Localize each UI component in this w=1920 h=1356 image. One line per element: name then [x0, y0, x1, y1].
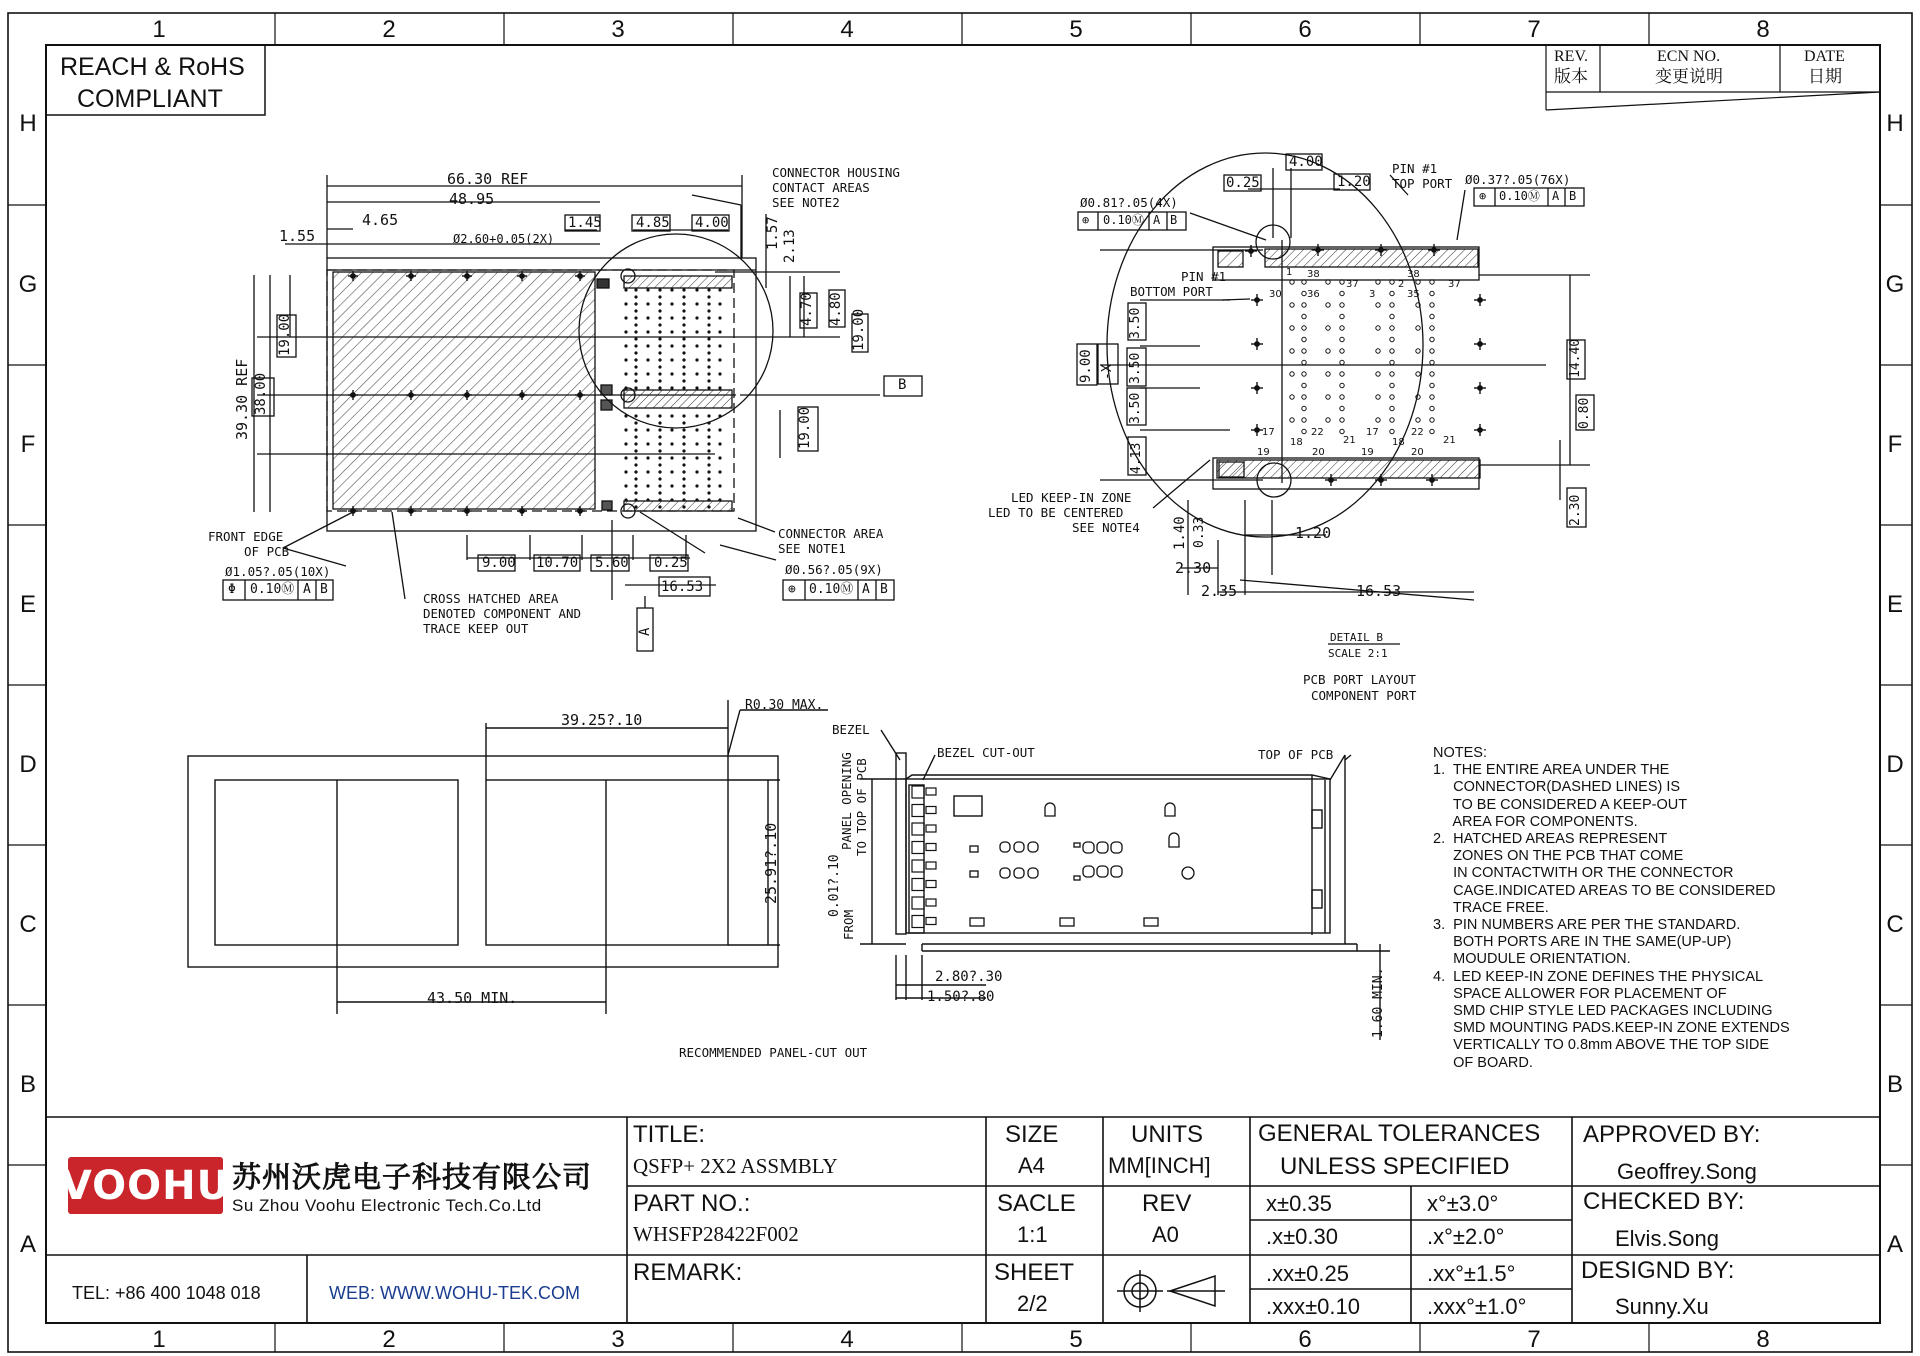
zone-col-bottom-3: 3	[611, 1326, 625, 1353]
side-vertical-2: TO TOP OF PCB	[854, 758, 869, 856]
detail-dim-0-25: 0.25	[1226, 175, 1260, 191]
cross-hatch-2: DENOTED COMPONENT AND	[423, 606, 582, 621]
zone-col-top-6: 6	[1298, 16, 1312, 43]
zone-row-left-g: G	[18, 271, 38, 298]
pin-label: 20	[1312, 447, 1325, 458]
zone-col-top-8: 8	[1756, 16, 1770, 43]
dim-4-00: 4.00	[695, 215, 729, 231]
led-tab	[926, 788, 936, 795]
detail-dim-1-20-top: 1.20	[1337, 174, 1371, 190]
dim-4-85: 4.85	[636, 215, 670, 231]
checked-by-value: Elvis.Song	[1615, 1226, 1719, 1251]
detail-hole-76x: Ø0.37?.05(76X)	[1465, 172, 1571, 187]
led-zone-2: LED TO BE CENTERED	[988, 505, 1124, 520]
designed-by-label: DESIGND BY:	[1581, 1257, 1735, 1284]
detail-dim-2-30-bottom: 2.30	[1175, 559, 1212, 577]
zone-col-top-1: 1	[152, 16, 166, 43]
hole-callout-9x: Ø0.56?.05(9X)	[785, 562, 883, 577]
sheet-label: SHEET	[994, 1259, 1075, 1286]
front-edge-2: OF PCB	[244, 544, 290, 559]
detail-dim-3-50-a: 3.50	[1128, 307, 1143, 339]
dim-1-55: 1.55	[279, 227, 316, 245]
tolerance-title-1: GENERAL TOLERANCES	[1258, 1120, 1541, 1147]
sheet-value: 2/2	[1017, 1291, 1048, 1316]
zone-col-top-5: 5	[1069, 16, 1083, 43]
zone-row-right-b: B	[1886, 1071, 1904, 1098]
panel-dim-25-91: 25.91?.10	[762, 822, 780, 904]
size-value: A4	[1018, 1153, 1045, 1178]
scale-value: 1:1	[1017, 1222, 1048, 1247]
dim-1-57: 1.57	[765, 216, 781, 250]
connector-area-1: CONNECTOR AREA	[778, 526, 884, 541]
panel-dim-r0-30: R0.30 MAX.	[745, 698, 824, 713]
x-datum-tag: -X-	[1100, 356, 1115, 380]
pin-label: 36	[1307, 289, 1320, 300]
detail-fcf-4x-symbol: ⊕	[1082, 213, 1090, 227]
pin-label: 38	[1407, 269, 1420, 280]
connector-area-2: SEE NOTE1	[778, 541, 846, 556]
designed-by-value: Sunny.Xu	[1615, 1294, 1709, 1319]
tolerance-linear-3: .xxx±0.10	[1266, 1294, 1361, 1319]
company-logo: VOOHU	[68, 1157, 223, 1214]
detail-fcf-4x-b: B	[1170, 213, 1178, 227]
dim-10-70: 10.70	[536, 555, 579, 571]
detail-dim-0-80: 0.80	[1577, 397, 1592, 429]
zone-col-bottom-8: 8	[1756, 1326, 1770, 1353]
panel-dim-43-50: 43.50 MIN.	[427, 989, 518, 1007]
dim-9-00: 9.00	[482, 555, 516, 571]
pin-label: 17	[1262, 427, 1275, 438]
pin-label: 19	[1361, 447, 1374, 458]
panel-caption: RECOMMENDED PANEL-CUT OUT	[679, 1045, 868, 1060]
datum-a-tag: A	[637, 627, 653, 636]
notes-block	[1433, 745, 1790, 1072]
note-2: 2. HATCHED AREAS REPRESENT ZONES ON THE PCB THAT COME IN CONTACTWITH OR THE CONNECTOR CAGE.INDICATED AREAS TO BE CONSIDERED TRACE FREE.	[1433, 831, 1776, 916]
zone-row-right-e: E	[1886, 591, 1904, 618]
led-light-pipe	[912, 897, 924, 909]
detail-dim-2-35: 2.35	[1201, 582, 1238, 600]
housing-note-2: CONTACT AREAS	[772, 180, 870, 195]
zone-row-left-a: A	[19, 1231, 37, 1258]
tolerance-linear-0: x±0.35	[1266, 1191, 1332, 1216]
led-light-pipe	[912, 842, 924, 854]
dim-48-95: 48.95	[449, 190, 495, 208]
side-dim-1-60-min: 1.60 MIN.	[1371, 967, 1386, 1038]
cross-hatch-3: TRACE KEEP OUT	[423, 621, 529, 636]
housing-note-3: SEE NOTE2	[772, 195, 840, 210]
led-tab	[926, 825, 936, 832]
led-light-pipe	[912, 823, 924, 835]
website: WEB: WWW.WOHU-TEK.COM	[329, 1283, 580, 1303]
pin-label: 3	[1369, 289, 1376, 300]
pin-label: 1	[1286, 267, 1293, 278]
approved-by-value: Geoffrey.Song	[1617, 1159, 1757, 1184]
zone-row-left-e: E	[19, 591, 37, 618]
side-label-bezel-cutout: BEZEL CUT-OUT	[937, 745, 1035, 760]
side-vertical-1: PANEL OPENING	[839, 752, 854, 850]
rev-header-cn: 版本	[1554, 67, 1588, 86]
projection-symbol-icon	[1108, 1262, 1109, 1263]
detail-fcf-76x-tol: 0.10Ⓜ	[1499, 189, 1540, 203]
dim-19-00-left: 19.00	[277, 313, 293, 356]
panel-dim-39-25: 39.25?.10	[561, 711, 643, 729]
zone-col-top-4: 4	[840, 16, 854, 43]
zone-col-bottom-1: 1	[152, 1326, 166, 1353]
pin-label: 22	[1311, 427, 1324, 438]
rev-value: A0	[1152, 1222, 1179, 1247]
side-dim-2-80: 2.80?.30	[935, 969, 1003, 985]
pin-label: 22	[1411, 427, 1424, 438]
detail-dim-4-00: 4.00	[1289, 154, 1323, 170]
units-label: UNITS	[1131, 1121, 1203, 1148]
zone-col-top-3: 3	[611, 16, 625, 43]
tolerance-linear-2: .xx±0.25	[1266, 1261, 1350, 1286]
fcf-10x-a: A	[303, 582, 311, 597]
company-name-cn: 苏州沃虎电子科技有限公司	[232, 1162, 593, 1194]
tolerance-angular-0: x°±3.0°	[1427, 1191, 1499, 1216]
checked-by-label: CHECKED BY:	[1583, 1188, 1745, 1215]
approved-by-label: APPROVED BY:	[1583, 1121, 1761, 1148]
pin-label: 2	[1398, 279, 1405, 290]
notes-title: NOTES:	[1433, 745, 1487, 761]
dim-4-70: 4.70	[799, 292, 815, 326]
pin-label: 35	[1407, 289, 1420, 300]
compliance-line-2: COMPLIANT	[77, 85, 223, 113]
part-no-value: WHSFP28422F002	[633, 1222, 799, 1246]
side-label-top-of-pcb: TOP OF PCB	[1258, 747, 1334, 762]
led-light-pipe	[912, 916, 924, 928]
scale-label: SACLE	[997, 1190, 1076, 1217]
detail-b-caption-2: COMPONENT PORT	[1311, 688, 1417, 703]
pin-label: 38	[1307, 269, 1320, 280]
part-no-label: PART NO.:	[633, 1190, 751, 1217]
led-tab	[926, 844, 936, 851]
dim-19-00-lower: 19.00	[797, 406, 813, 449]
compliance-line-1: REACH & RoHS	[60, 53, 245, 81]
led-tab	[926, 918, 936, 925]
zone-row-left-c: C	[19, 911, 37, 938]
pin1-top-2: TOP PORT	[1392, 176, 1453, 191]
led-tab	[926, 899, 936, 906]
note-4: 4. LED KEEP-IN ZONE DEFINES THE PHYSICAL SPACE ALLOWER FOR PLACEMENT OF SMD CHIP STYLE LED PACKAGES INCLUDING SMD MOUNTING PADS.KEEP-IN ZONE EXTENDS VERTICALLY TO 0.8mm ABOVE THE TOP SIDE OF BOARD.	[1433, 968, 1790, 1071]
dim-38-00: 38.00	[253, 372, 269, 415]
fcf-10x-b: B	[320, 582, 328, 597]
detail-dim-4-13: 4.13	[1129, 442, 1144, 474]
zone-col-bottom-2: 2	[382, 1326, 396, 1353]
pin1-bottom-2: BOTTOM PORT	[1130, 284, 1213, 299]
detail-dim-9-00: 9.00	[1078, 349, 1094, 383]
date-header-cn: 日期	[1808, 67, 1842, 86]
led-light-pipe	[912, 786, 924, 798]
led-zone-3: SEE NOTE4	[1072, 520, 1140, 535]
zone-col-bottom-4: 4	[840, 1326, 854, 1353]
zone-row-left-b: B	[19, 1071, 37, 1098]
front-edge-1: FRONT EDGE	[208, 529, 284, 544]
ecn-header-cn: 变更说明	[1655, 67, 1723, 86]
side-dim-0-01: 0.01?.10	[827, 854, 842, 917]
zone-col-top-2: 2	[382, 16, 396, 43]
zone-col-bottom-7: 7	[1527, 1326, 1541, 1353]
tolerance-angular-1: .x°±2.0°	[1427, 1224, 1505, 1249]
tolerance-angular-3: .xxx°±1.0°	[1427, 1294, 1527, 1319]
dim-4-80: 4.80	[828, 292, 844, 326]
pin-label: 19	[1257, 447, 1270, 458]
led-tab	[926, 881, 936, 888]
size-label: SIZE	[1005, 1121, 1059, 1148]
dim-19-00-right: 19.00	[851, 308, 867, 351]
fcf-9x-b: B	[880, 582, 888, 597]
zone-row-right-f: F	[1887, 431, 1903, 458]
dim-2-13: 2.13	[782, 229, 798, 263]
dim-0-25: 0.25	[654, 555, 688, 571]
pin-label: 17	[1366, 427, 1379, 438]
detail-b-title: DETAIL B	[1330, 631, 1383, 644]
dim-16-53: 16.53	[661, 579, 704, 595]
dim-39-30-ref: 39.30 REF	[233, 358, 251, 440]
pin-label: 18	[1392, 437, 1405, 448]
hole-callout-2x: Ø2.60+0.05(2X)	[453, 232, 555, 246]
date-header: DATE	[1804, 48, 1845, 65]
remark-label: REMARK:	[633, 1259, 743, 1286]
zone-row-right-h: H	[1886, 110, 1904, 137]
fcf-9x-a: A	[862, 582, 870, 597]
detail-fcf-76x-a: A	[1552, 189, 1560, 203]
detail-fcf-76x-b: B	[1569, 189, 1577, 203]
detail-fcf-76x-symbol: ⊕	[1479, 189, 1487, 203]
zone-row-right-d: D	[1886, 751, 1904, 778]
dim-1-45: 1.45	[568, 215, 602, 231]
led-light-pipe	[912, 805, 924, 817]
cross-hatch-1: CROSS HATCHED AREA	[423, 591, 559, 606]
fcf-9x-symbol: ⊕	[788, 582, 796, 597]
zone-col-bottom-6: 6	[1298, 1326, 1312, 1353]
title-value: QSFP+ 2X2 ASSMBLY	[633, 1154, 838, 1178]
zone-row-left-d: D	[19, 751, 37, 778]
detail-dim-3-50-b: 3.50	[1128, 352, 1143, 384]
detail-b-scale: SCALE 2:1	[1328, 647, 1388, 660]
side-dim-1-50: 1.50?.80	[927, 989, 995, 1005]
fcf-10x-tol: 0.10Ⓜ	[250, 582, 295, 597]
led-tab	[926, 807, 936, 814]
side-label-bezel: BEZEL	[832, 722, 870, 737]
datum-b-tag: B	[898, 377, 907, 393]
detail-dim-1-20-bottom: 1.20	[1295, 524, 1332, 542]
pin-label: 30	[1269, 289, 1282, 300]
tolerance-linear-1: .x±0.30	[1266, 1224, 1339, 1249]
title-label: TITLE:	[633, 1121, 706, 1148]
detail-b-caption-1: PCB PORT LAYOUT	[1303, 672, 1416, 687]
detail-dim-14-40: 14.40	[1568, 338, 1583, 378]
led-light-pipe	[912, 860, 924, 872]
dim-4-65: 4.65	[362, 211, 399, 229]
detail-fcf-4x-tol: 0.10Ⓜ	[1103, 213, 1144, 227]
detail-hole-4x: Ø0.81?.05(4X)	[1080, 195, 1178, 210]
note-3: 3. PIN NUMBERS ARE PER THE STANDARD. BOTH PORTS ARE IN THE SAME(UP-UP) MOUDULE ORIENTATION.	[1433, 917, 1741, 968]
detail-dim-3-50-c: 3.50	[1128, 392, 1143, 424]
rev-label: REV	[1142, 1190, 1192, 1217]
fcf-10x-symbol: Φ	[228, 582, 236, 597]
tel-number: TEL: +86 400 1048 018	[72, 1283, 261, 1303]
detail-dim-0-33: 0.33	[1192, 516, 1207, 548]
pin-label: 20	[1411, 447, 1424, 458]
pin1-top-1: PIN #1	[1392, 161, 1438, 176]
fcf-9x-tol: 0.10Ⓜ	[809, 582, 854, 597]
pin-label: 21	[1443, 435, 1456, 446]
tolerance-angular-2: .xx°±1.5°	[1427, 1261, 1516, 1286]
detail-fcf-4x-a: A	[1153, 213, 1161, 227]
units-value: MM[INCH]	[1108, 1153, 1211, 1178]
detail-dim-2-30-right: 2.30	[1568, 494, 1583, 526]
ecn-header: ECN NO.	[1657, 48, 1721, 65]
hole-callout-10x: Ø1.05?.05(10X)	[225, 564, 331, 579]
pin-label: 37	[1448, 279, 1461, 290]
tolerance-title-2: UNLESS SPECIFIED	[1280, 1153, 1510, 1180]
zone-row-left-h: H	[19, 110, 37, 137]
zone-row-right-g: G	[1885, 271, 1905, 298]
dim-5-60: 5.60	[595, 555, 629, 571]
led-light-pipe	[912, 879, 924, 891]
detail-dim-16-53: 16.53	[1356, 582, 1402, 600]
zone-row-right-a: A	[1886, 1231, 1904, 1258]
housing-note-1: CONNECTOR HOUSING	[772, 165, 900, 180]
side-dim-from: FROM	[841, 909, 856, 940]
pin-label: 21	[1343, 435, 1356, 446]
led-tab	[926, 862, 936, 869]
zone-col-bottom-5: 5	[1069, 1326, 1083, 1353]
pin-label: 37	[1346, 279, 1359, 290]
dim-66-30-ref: 66.30 REF	[447, 170, 529, 188]
rev-header: REV.	[1554, 48, 1588, 65]
note-1: 1. THE ENTIRE AREA UNDER THE CONNECTOR(DASHED LINES) IS TO BE CONSIDERED A KEEP-OUT AREA FOR COMPONENTS.	[1433, 762, 1688, 830]
pin-label: 18	[1290, 437, 1303, 448]
zone-col-top-7: 7	[1527, 16, 1541, 43]
zone-row-right-c: C	[1886, 911, 1904, 938]
company-name-en: Su Zhou Voohu Electronic Tech.Co.Ltd	[232, 1196, 542, 1215]
led-zone-1: LED KEEP-IN ZONE	[1011, 490, 1132, 505]
zone-row-left-f: F	[20, 431, 36, 458]
detail-dim-1-40: 1.40	[1172, 516, 1188, 550]
pin1-bottom-1: PIN #1	[1181, 269, 1227, 284]
